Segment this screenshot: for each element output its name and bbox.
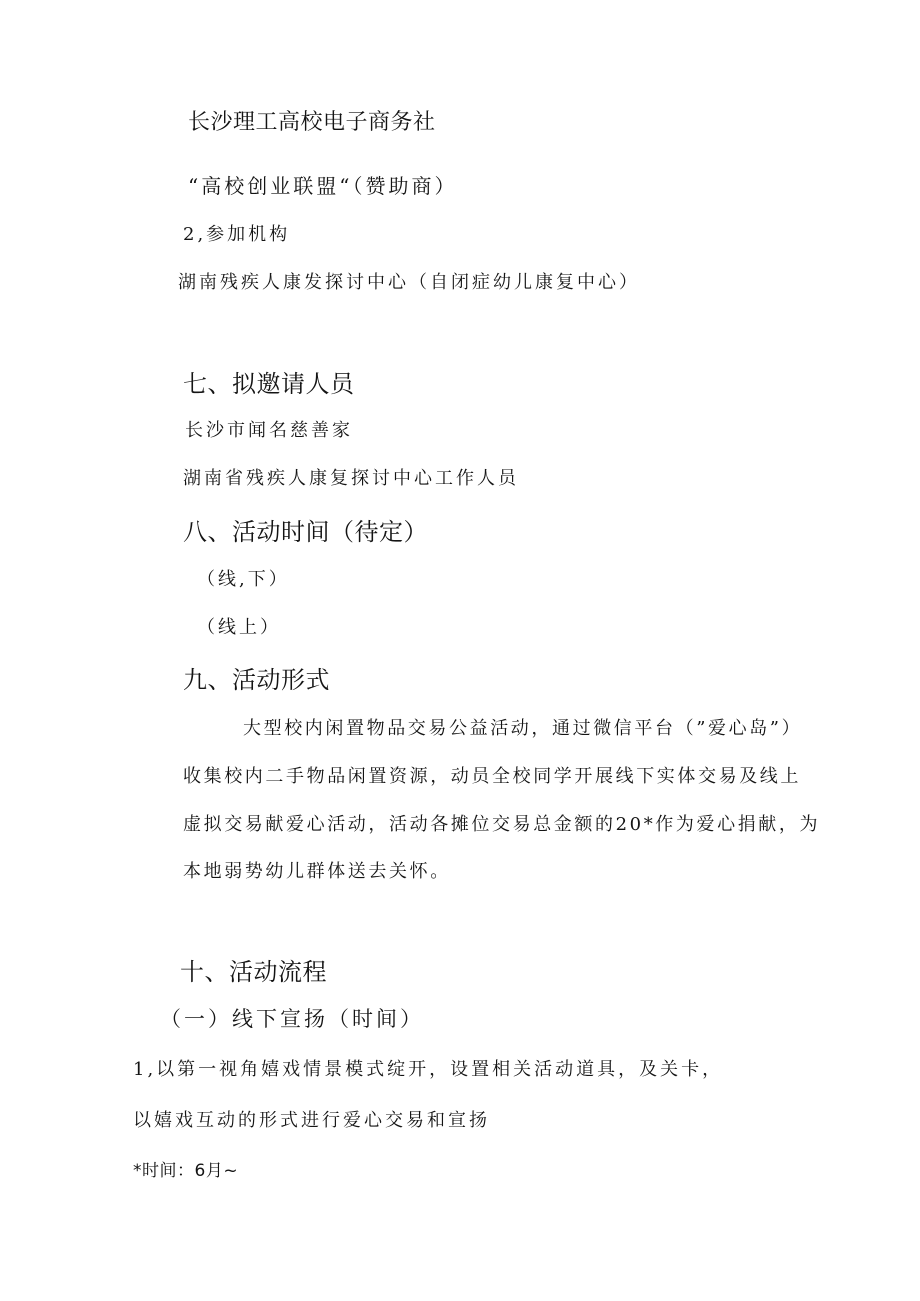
process-heading: 十、活动流程 [180, 958, 327, 986]
organization-title: 长沙理工高校电子商务社 [188, 110, 436, 135]
invitee-item: 湖南省残疾人康复探讨中心工作人员 [183, 468, 519, 489]
sponsor-line: “高校创业联盟“（赞助商） [188, 174, 458, 198]
process-item: 1,以第一视角嬉戏情景模式绽开，设置相关活动道具，及关卡， [133, 1059, 724, 1080]
invitees-heading: 七、拟邀请人员 [183, 370, 355, 398]
participants-heading: 2,参加机构 [183, 224, 291, 245]
time-heading: 八、活动时间（待定） [183, 518, 428, 546]
time-item-online: （线上） [197, 617, 281, 638]
process-subheading: （一）线下宣扬（时间） [160, 1007, 424, 1031]
invitee-item: 长沙市闻名慈善家 [185, 420, 353, 441]
time-note: *时间：6月~ [133, 1161, 239, 1181]
form-paragraph-line: 本地弱势幼儿群体送去关怀。 [183, 861, 451, 882]
form-heading: 九、活动形式 [183, 666, 330, 694]
time-item-offline: （线,下） [197, 569, 290, 590]
form-paragraph-line: 虚拟交易献爱心活动，活动各摊位交易总金额的20*作为爱心捐献，为 [183, 814, 821, 835]
process-item-continuation: 以嬉戏互动的形式进行爱心交易和宣扬 [133, 1110, 490, 1131]
form-paragraph-line: 大型校内闲置物品交易公益活动，通过微信平台（”爱心岛”） [243, 718, 803, 739]
form-paragraph-line: 收集校内二手物品闲置资源，动员全校同学开展线下实体交易及线上 [183, 766, 801, 787]
participant-item: 湖南残疾人康发探讨中心（自闭症幼儿康复中心） [178, 272, 640, 293]
